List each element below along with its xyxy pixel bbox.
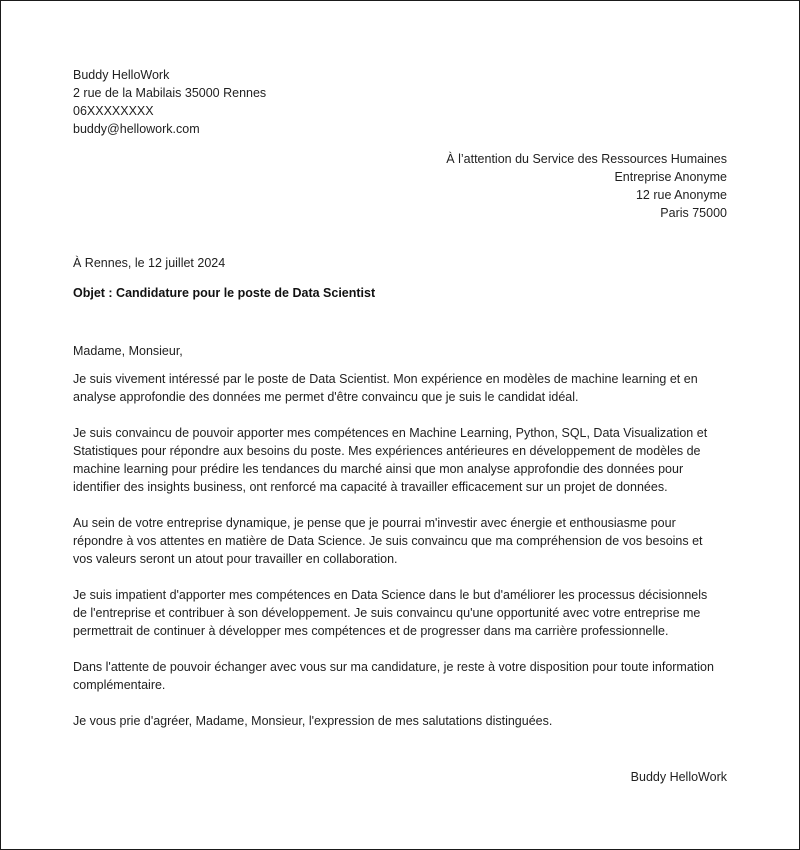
body-paragraph-skills: Je suis convaincu de pouvoir apporter mes compétences en Machine Learning, Python, SQL, Data Visualization et Statistiques pour répondre aux besoins du poste. Mes expériences antérieures en développement de modèles de machine learning pour prédire les tendances du marché ainsi que mon analyse approfondie des données pour identifier des insights business, ont renforcé ma capacité à travailler efficacement sur un projet de données. [73, 426, 708, 494]
recipient-street: 12 rue Anonyme [635, 188, 727, 202]
letter-subject: Objet : Candidature pour le poste de Data Scientist [73, 286, 376, 300]
sender-email: buddy@hellowork.com [73, 122, 200, 136]
body-paragraph-closing: Je vous prie d'agréer, Madame, Monsieur, l'expression de mes salutations distinguées. [73, 714, 553, 728]
sender-address: 2 rue de la Mabilais 35000 Rennes [73, 86, 267, 100]
letter-body [73, 342, 733, 748]
recipient-block [446, 150, 727, 222]
body-paragraph-availability: Dans l'attente de pouvoir échanger avec vous sur ma candidature, je reste à votre disposition pour toute information complémentaire. [73, 660, 714, 692]
recipient-city: Paris 75000 [660, 206, 727, 220]
body-paragraph-motivation: Je suis impatient d'apporter mes compétences en Data Science dans le but d'améliorer les processus décisionnels de l'entreprise et contribuer à son développement. Je suis convaincu qu'une opportunité avec votre entreprise me permettrait de continuer à développer mes compétences et de progresser dans ma carrière professionnelle. [73, 588, 708, 638]
sender-phone: 06XXXXXXXX [73, 104, 154, 118]
recipient-attention: À l’attention du Service des Ressources Humaines [446, 152, 727, 166]
recipient-company: Entreprise Anonyme [614, 170, 727, 184]
sender-block [73, 66, 266, 138]
sender-name: Buddy HelloWork [73, 68, 170, 82]
letter-date: À Rennes, le 12 juillet 2024 [73, 256, 226, 270]
letter-salutation: Madame, Monsieur, [73, 344, 183, 358]
letter-signature: Buddy HelloWork [630, 770, 727, 784]
body-paragraph-company: Au sein de votre entreprise dynamique, je pense que je pourrai m'investir avec énergie et enthousiasme pour répondre à vos attentes en matière de Data Science. Je suis convaincu que ma compréhension de vos besoins et vos valeurs seront un atout pour travailler en collaboration. [73, 516, 703, 566]
body-paragraph-intro: Je suis vivement intéressé par le poste de Data Scientist. Mon expérience en modèles de machine learning et en analyse approfondie des données me permet d'être convaincu que je suis le candidat idéal. [73, 372, 698, 404]
